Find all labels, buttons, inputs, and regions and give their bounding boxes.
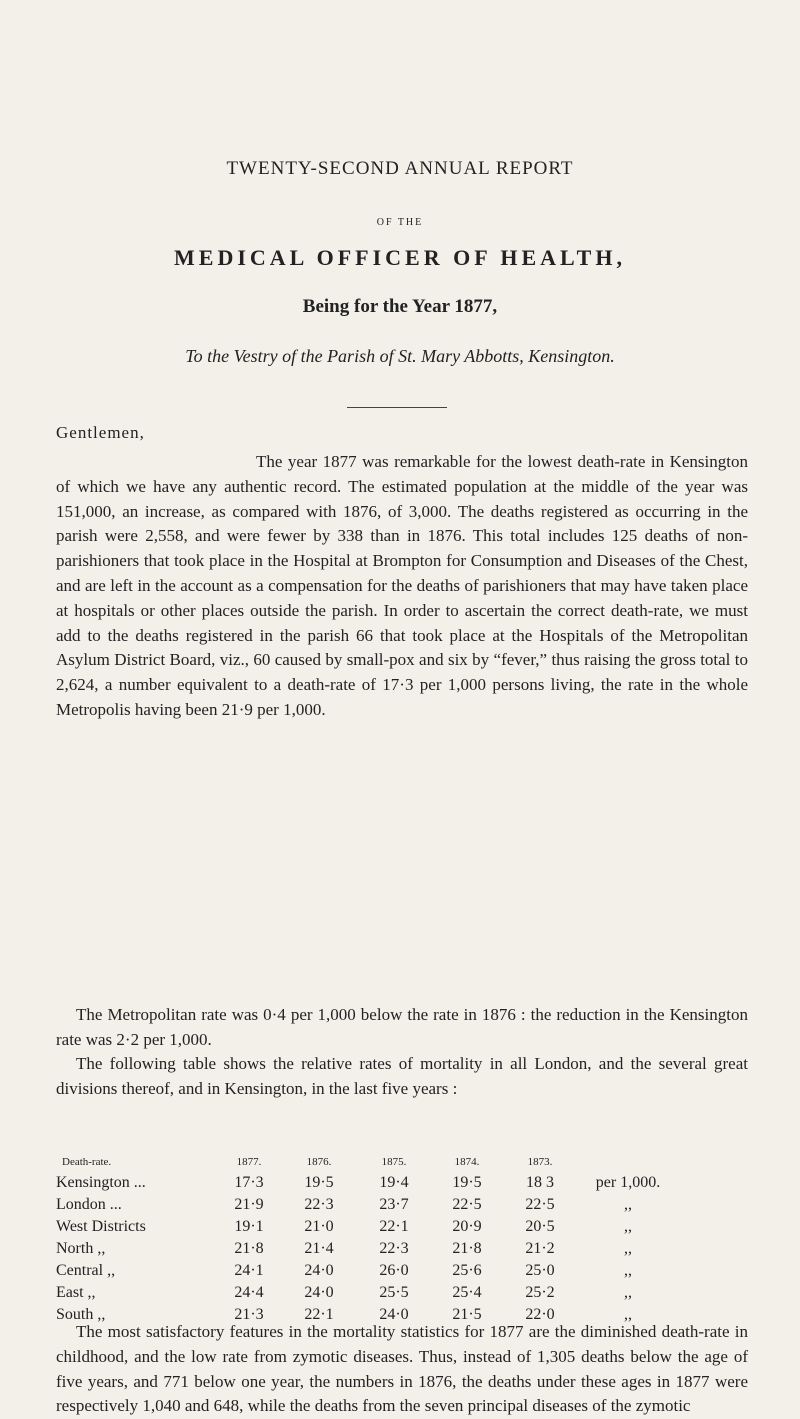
- table-cell: 17·3: [234, 1174, 264, 1191]
- table-cell: 24·1: [234, 1262, 264, 1279]
- table-header: Death-rate.: [62, 1156, 112, 1168]
- table-cell: 25·2: [525, 1284, 555, 1301]
- table-cell: London ...: [56, 1196, 122, 1213]
- table-cell: 19·4: [379, 1174, 409, 1191]
- table-row: [56, 1282, 678, 1304]
- paragraph-3: The following table shows the relative rates of mortality in all London, and the several great divisions thereof, and in Kensington, in the last five years :: [56, 1054, 748, 1098]
- table-cell: 21·0: [304, 1218, 334, 1235]
- table-cell: 26·0: [379, 1262, 409, 1279]
- table-cell: 25·4: [452, 1284, 482, 1301]
- table-header: 1875.: [381, 1156, 407, 1168]
- table-cell: 21·3: [234, 1306, 264, 1323]
- paragraph-4: The most satisfactory features in the mortality statistics for 1877 are the diminished death-rate in childhood, and the low rate from zymotic diseases. Thus, instead of 1,305 deaths below the age of five years, and 771 below one year, the numbers in 1876, the deaths under these ages in 1877 were respectively 1,040 and 648, while the deaths from the seven principal diseases of the zymotic: [56, 1322, 748, 1416]
- table-cell: 24·0: [304, 1284, 334, 1301]
- table-cell: ,,: [624, 1218, 632, 1235]
- table-cell: 20·9: [452, 1218, 482, 1235]
- table-cell: 21·2: [525, 1240, 555, 1257]
- table-cell: per 1,000.: [595, 1174, 661, 1191]
- table-row: [56, 1172, 678, 1194]
- table-cell: East ,,: [56, 1284, 96, 1301]
- report-title-of: OF THE: [376, 217, 424, 228]
- table-cell: 25·0: [525, 1262, 555, 1279]
- table-cell: North ,,: [56, 1240, 106, 1257]
- table-header: 1876.: [306, 1156, 332, 1168]
- salutation: Gentlemen,: [56, 423, 145, 442]
- table-cell: Kensington ...: [56, 1174, 146, 1191]
- report-subtitle: MEDICAL OFFICER OF HEALTH,: [174, 245, 626, 270]
- table-cell: 22·0: [525, 1306, 555, 1323]
- table-cell: West Districts: [56, 1218, 146, 1235]
- table-cell: 22·5: [525, 1196, 555, 1213]
- table-cell: 19·1: [234, 1218, 264, 1235]
- table-cell: 24·0: [379, 1306, 409, 1323]
- table-row: [56, 1194, 678, 1216]
- table-cell: 21·5: [452, 1306, 482, 1323]
- table-row: [56, 1238, 678, 1260]
- report-title: TWENTY-SECOND ANNUAL REPORT: [226, 158, 574, 179]
- table-cell: 21·8: [234, 1240, 264, 1257]
- report-address: To the Vestry of the Parish of St. Mary Abbotts, Kensington.: [185, 346, 615, 366]
- report-year: Being for the Year 1877,: [302, 296, 498, 317]
- table-cell: 21·4: [304, 1240, 334, 1257]
- table-cell: 22·5: [452, 1196, 482, 1213]
- divider-rule: [347, 407, 447, 408]
- table-cell: South ,,: [56, 1306, 106, 1323]
- table-header: 1873.: [527, 1156, 553, 1168]
- table-row: [56, 1216, 678, 1238]
- table-cell: 22·1: [379, 1218, 409, 1235]
- table-cell: 19·5: [452, 1174, 482, 1191]
- table-cell: ,,: [624, 1284, 632, 1301]
- death-rate-table: [56, 1156, 678, 1326]
- table-cell: 20·5: [525, 1218, 555, 1235]
- table-cell: 24·4: [234, 1284, 264, 1301]
- paragraph-2: The Metropolitan rate was 0·4 per 1,000 below the rate in 1876 : the reduction in the Kensington rate was 2·2 per 1,000.: [56, 1005, 748, 1049]
- table-cell: ,,: [624, 1306, 632, 1323]
- table-cell: 21·9: [234, 1196, 264, 1213]
- table-cell: 25·5: [379, 1284, 409, 1301]
- table-cell: ,,: [624, 1240, 632, 1257]
- table-header: [578, 1156, 678, 1172]
- table-header-row: [56, 1156, 678, 1172]
- table-cell: 22·1: [304, 1306, 334, 1323]
- table-row: [56, 1260, 678, 1282]
- table-cell: 24·0: [304, 1262, 334, 1279]
- table-header: 1877.: [236, 1156, 262, 1168]
- table-cell: 19·5: [304, 1174, 334, 1191]
- table-cell: Central ,,: [56, 1262, 116, 1279]
- table-header: 1874.: [454, 1156, 480, 1168]
- table-cell: ,,: [624, 1262, 632, 1279]
- table-cell: 22·3: [379, 1240, 409, 1257]
- table-cell: ,,: [624, 1196, 632, 1213]
- table-cell: 18 3: [526, 1174, 554, 1191]
- table-cell: 25·6: [452, 1262, 482, 1279]
- table-cell: 23·7: [379, 1196, 409, 1213]
- paragraph-1: The year 1877 was remarkable for the lowest death-rate in Kensington of which we have any authentic record. The estimated population at the middle of the year was 151,000, an increase, as compared with 1876, of 3,000. The deaths registered as occurring in the parish were 2,558, and were fewer by 338 than in 1876. This total includes 125 deaths of non-parishioners that took place in the Hospital at Brompton for Consumption and Diseases of the Chest, and are left in the account as a compensation for the deaths of parishioners that may have taken place at hospitals or other places outside the parish. In order to ascertain the correct death-rate, we must add to the deaths registered in the parish 66 that took place at the Hospitals of the Metropolitan Asylum District Board, viz., 60 caused by small-pox and six by “fever,” thus raising the gross total to 2,624, a number equivalent to a death-rate of 17·3 per 1,000 persons living, the rate in the whole Metropolis having been 21·9 per 1,000.: [56, 452, 748, 719]
- table-cell: 21·8: [452, 1240, 482, 1257]
- table-cell: 22·3: [304, 1196, 334, 1213]
